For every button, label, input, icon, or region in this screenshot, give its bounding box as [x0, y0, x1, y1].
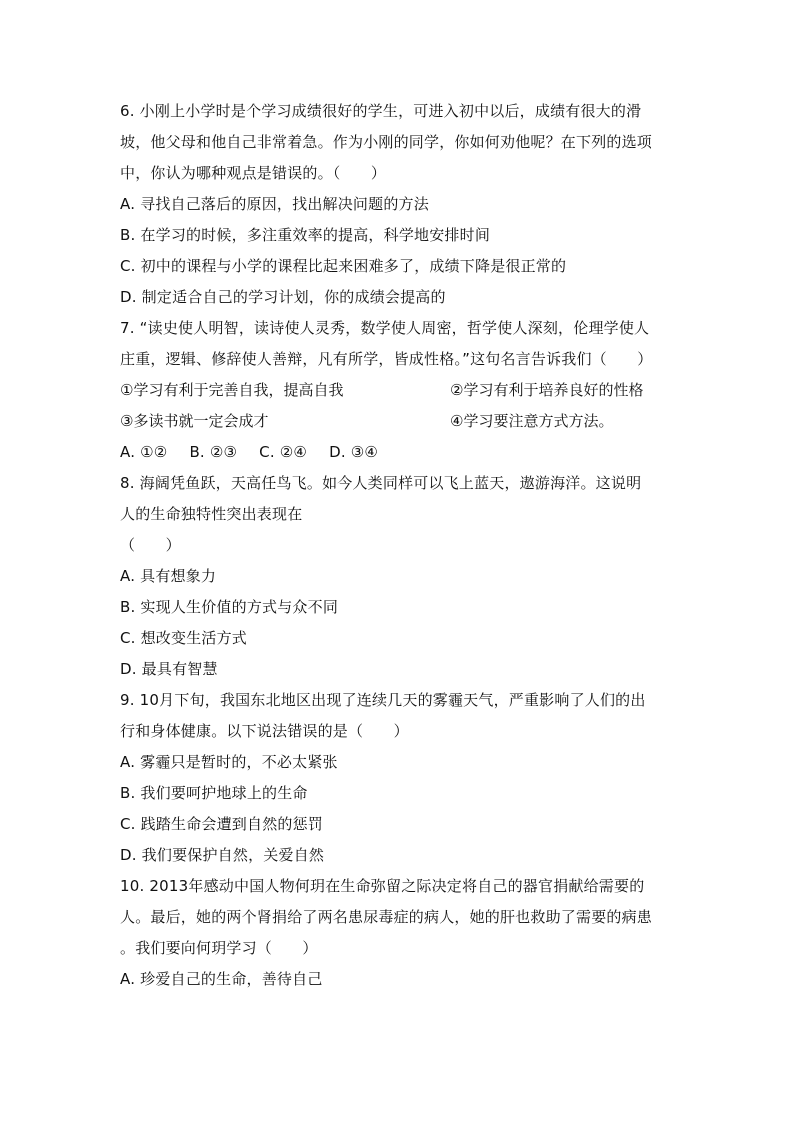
question-6 — [120, 96, 680, 313]
question-7-statement-4: ④学习要注意方式方法。 — [450, 412, 614, 430]
question-6-option-c: C. 初中的课程与小学的课程比起来困难多了，成绩下降是很正常的 — [120, 257, 567, 275]
question-7-choice-a: A. ①② — [120, 443, 168, 461]
question-7-statement-row-1 — [120, 375, 680, 406]
question-7-statement-2: ②学习有利于培养良好的性格 — [450, 381, 644, 399]
question-9-option-a: A. 雾霾只是暂时的，不必太紧张 — [120, 753, 338, 771]
exam-page — [120, 96, 680, 995]
question-7-stem-line-1: 7. “读史使人明智，读诗使人灵秀，数学使人周密，哲学使人深刻，伦理学使人 — [120, 319, 650, 337]
question-7-choice-b: B. ②③ — [189, 443, 238, 461]
question-8-stem-line-1: 8. 海阔凭鱼跃，天高任鸟飞。如今人类同样可以飞上蓝天，遨游海洋。这说明 — [120, 474, 642, 492]
question-9-option-d: D. 我们要保护自然，关爱自然 — [120, 846, 325, 864]
question-9-option-c: C. 践踏生命会遭到自然的惩罚 — [120, 815, 324, 833]
question-10-option-a: A. 珍爱自己的生命，善待自己 — [120, 970, 323, 988]
question-8-option-b: B. 实现人生价值的方式与众不同 — [120, 598, 339, 616]
question-8-option-c: C. 想改变生活方式 — [120, 629, 248, 647]
question-7-choice-d: D. ③④ — [329, 443, 379, 461]
question-9-option-b: B. 我们要呵护地球上的生命 — [120, 784, 308, 802]
question-9-stem-line-2: 行和身体健康。以下说法错误的是（ ） — [120, 722, 409, 740]
question-9-stem-line-1: 9. 10月下旬，我国东北地区出现了连续几天的雾霾天气，严重影响了人们的出 — [120, 691, 646, 709]
question-7 — [120, 313, 680, 468]
question-7-statement-row-2 — [120, 406, 680, 437]
question-9 — [120, 685, 680, 871]
question-10-stem-line-1: 10. 2013年感动中国人物何玥在生命弥留之际决定将自己的器官捐献给需要的 — [120, 877, 645, 895]
question-6-option-a: A. 寻找自己落后的原因，找出解决问题的方法 — [120, 195, 429, 213]
question-6-option-d: D. 制定适合自己的学习计划，你的成绩会提高的 — [120, 288, 446, 306]
question-7-statement-1: ①学习有利于完善自我，提高自我 — [120, 381, 344, 399]
question-8-option-d: D. 最具有智慧 — [120, 660, 218, 678]
question-6-option-b: B. 在学习的时候，多注重效率的提高，科学地安排时间 — [120, 226, 491, 244]
question-10-stem-line-2: 人。最后，她的两个肾捐给了两名患尿毒症的病人，她的肝也救助了需要的病患 — [120, 908, 653, 926]
question-10 — [120, 871, 680, 995]
question-6-stem-line-1: 6. 小刚上小学时是个学习成绩很好的学生，可进入初中以后，成绩有很大的滑 — [120, 102, 642, 120]
question-8-stem-line-2: 人的生命独特性突出表现在 — [120, 505, 303, 523]
question-6-stem-line-3: 中，你认为哪种观点是错误的。（ ） — [120, 164, 387, 182]
question-7-choices — [120, 437, 680, 468]
question-7-statement-3: ③多读书就一定会成才 — [120, 412, 269, 430]
question-8-option-a: A. 具有想象力 — [120, 567, 217, 585]
question-8-stem-line-3: （ ） — [120, 536, 181, 554]
question-8 — [120, 468, 680, 685]
question-7-stem-line-2: 庄重，逻辑、修辞使人善辩，凡有所学，皆成性格。”这句名言告诉我们（ ） — [120, 350, 653, 368]
question-10-stem-line-3: 。我们要向何玥学习（ ） — [120, 939, 318, 957]
question-6-stem-line-2: 坡，他父母和他自己非常着急。作为小刚的同学，你如何劝他呢？在下列的选项 — [120, 133, 653, 151]
question-7-choice-c: C. ②④ — [259, 443, 308, 461]
